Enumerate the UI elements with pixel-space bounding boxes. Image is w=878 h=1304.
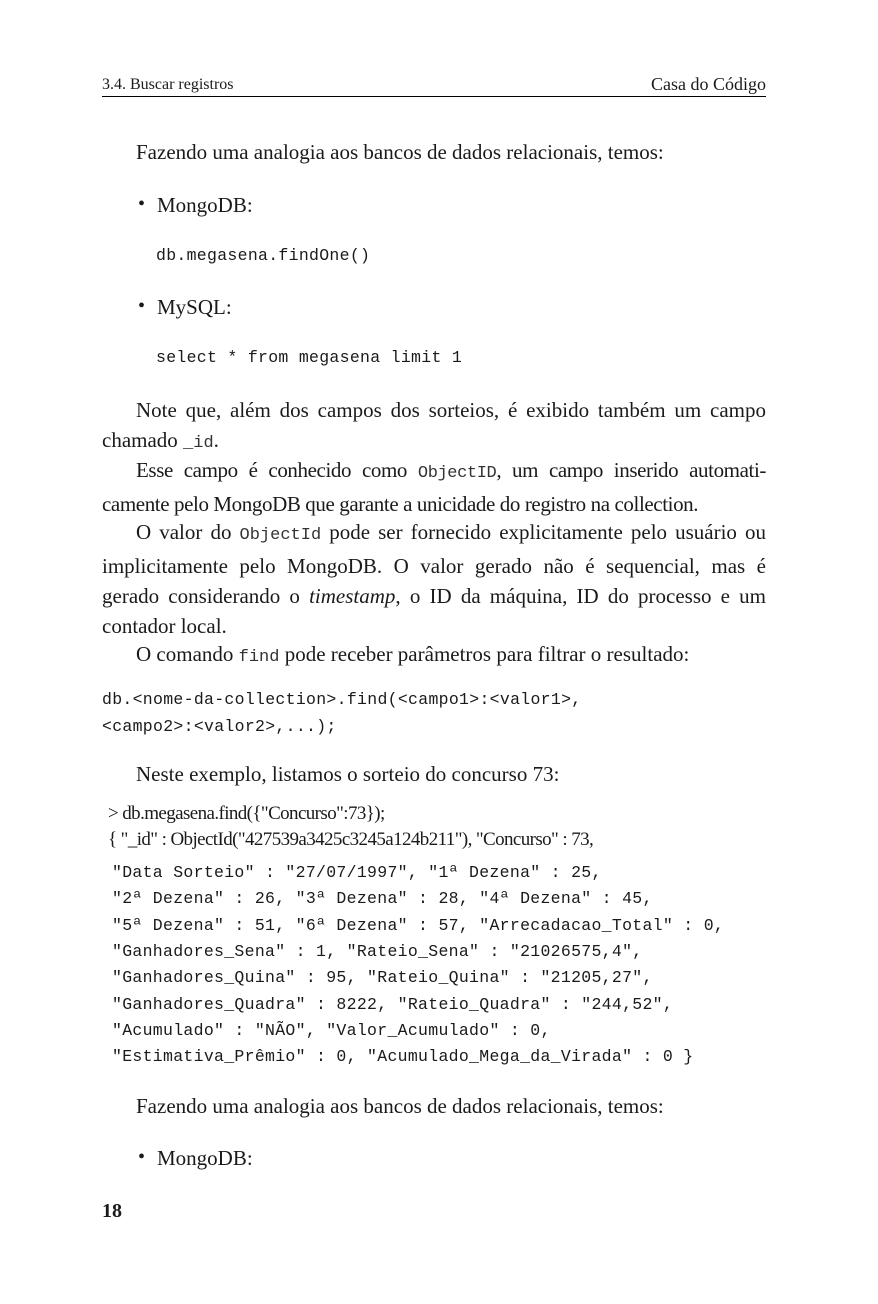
inline-code-objectid2: ObjectId — [239, 526, 322, 545]
mongodb-label: MongoDB: — [157, 193, 253, 217]
result-line: "Estimativa_Prêmio" : 0, "Acumulado_Mega_da_Virada" : 0 } — [112, 1047, 694, 1066]
inline-code-objectid: ObjectID — [417, 464, 497, 483]
page-number: 18 — [102, 1200, 122, 1222]
mysql-code: select * from megasena limit 1 — [156, 348, 463, 367]
example-intro: Neste exemplo, listamos o sorteio do concurso 73: — [136, 762, 560, 786]
result-line: "Ganhadores_Quina" : 95, "Rateio_Quina" : "21205,27", — [112, 968, 653, 987]
inline-code-find: find — [238, 648, 280, 667]
running-head-section: 3.4. Buscar registros — [102, 76, 234, 93]
paragraph-objectid-value: O valor do ObjectId pode ser fornecido explicitamente pelo usuário ou implicitamente pelo MongoDB. O valor gerado não é sequencial, mas é gerado considerando o timestamp, o ID da máquina, ID do processo e um contador local. — [102, 520, 766, 638]
mongodb-label-2: MongoDB: — [157, 1146, 253, 1170]
header-rule — [102, 96, 766, 97]
find-syntax-line-1: db.<nome-da-collection>.find(<campo1>:<valor1>, — [102, 690, 582, 709]
intro-paragraph-2: Fazendo uma analogia aos bancos de dados relacionais, temos: — [136, 1094, 664, 1118]
inline-code-id: _id — [183, 434, 214, 453]
result-line: "Ganhadores_Quadra" : 8222, "Rateio_Quadra" : "244,52", — [112, 995, 674, 1014]
bullet-dot: • — [138, 295, 146, 317]
result-first-line: { "_id" : ObjectId("427539a3425c3245a124b211"), "Concurso" : 73, — [108, 829, 594, 850]
result-command: > db.megasena.find({"Concurso":73}); — [108, 803, 385, 824]
mysql-label: MySQL: — [157, 295, 232, 319]
result-line: "2ª Dezena" : 26, "3ª Dezena" : 28, "4ª Dezena" : 45, — [112, 889, 653, 908]
running-head-book: Casa do Código — [651, 74, 766, 94]
result-line: "5ª Dezena" : 51, "6ª Dezena" : 57, "Arrecadacao_Total" : 0, — [112, 916, 725, 935]
mongodb-code: db.megasena.findOne() — [156, 246, 371, 265]
bullet-dot: • — [138, 193, 146, 215]
result-line: "Ganhadores_Sena" : 1, "Rateio_Sena" : "21026575,4", — [112, 942, 643, 961]
result-line: "Acumulado" : "NÃO", "Valor_Acumulado" : 0, — [112, 1021, 551, 1040]
paragraph-find: O comando find pode receber parâmetros para filtrar o resultado: — [136, 642, 690, 667]
paragraph-id-field: Note que, além dos campos dos sorteios, é exibido também um campo chamado _id. — [102, 398, 766, 453]
find-syntax-line-2: <campo2>:<valor2>,...); — [102, 717, 337, 736]
result-line: "Data Sorteio" : "27/07/1997", "1ª Dezena" : 25, — [112, 863, 602, 882]
bullet-dot: • — [138, 1146, 146, 1168]
intro-paragraph: Fazendo uma analogia aos bancos de dados relacionais, temos: — [136, 140, 664, 164]
paragraph-objectid: Esse campo é conhecido como ObjectID, um campo inserido automati-camente pelo MongoDB que garante a unicidade do registro na collection. — [102, 458, 767, 516]
